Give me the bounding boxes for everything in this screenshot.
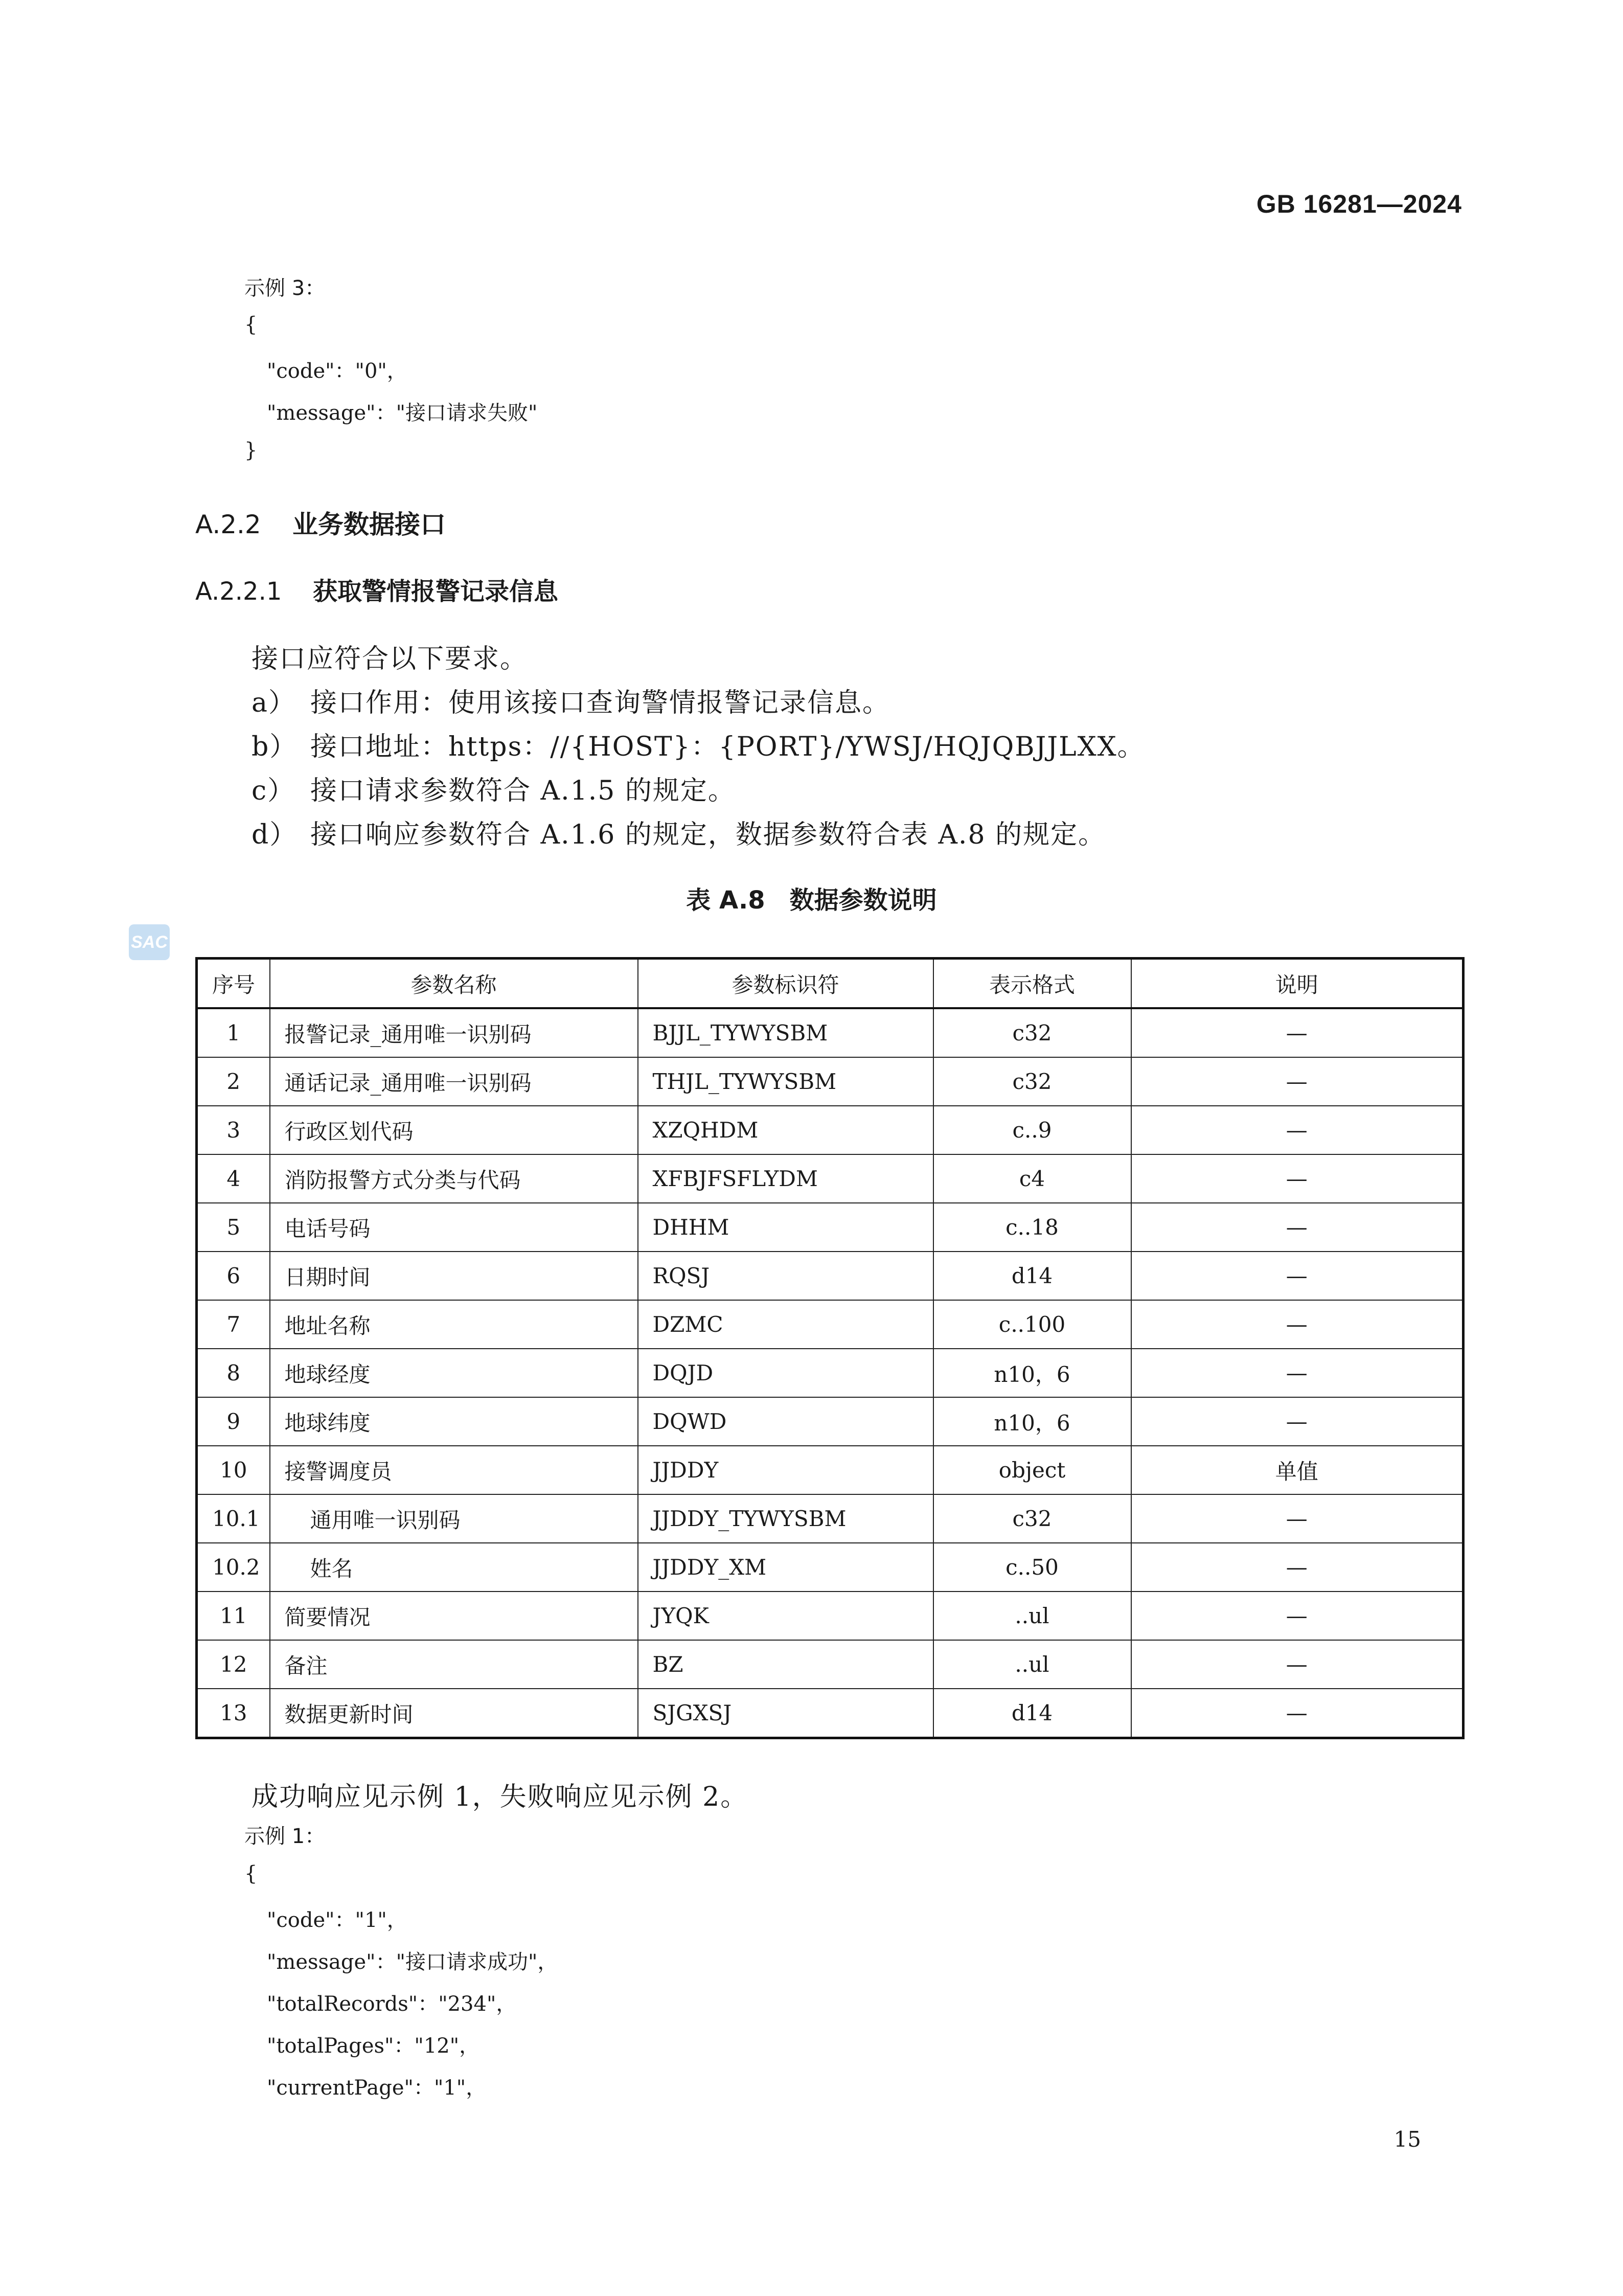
list-text: 接口地址：https：//{HOST}：{PORT}/YWSJ/HQJQBJJLXX。 xyxy=(310,732,1145,762)
cell-format: c32 xyxy=(933,1057,1131,1106)
list-marker: c） xyxy=(252,776,295,806)
col-header-seq: 序号 xyxy=(197,959,270,1009)
cell-param-identifier: DQJD xyxy=(638,1349,933,1397)
cell-param-name: 通用唯一识别码 xyxy=(270,1494,638,1543)
cell-param-name: 通话记录_通用唯一识别码 xyxy=(270,1057,638,1106)
cell-param-name: 行政区划代码 xyxy=(270,1106,638,1154)
cell-param-name: 地球经度 xyxy=(270,1349,638,1397)
example1-line-message: "message"："接口请求成功"， xyxy=(267,1950,558,1974)
cell-param-identifier: DQWD xyxy=(638,1397,933,1446)
table-row xyxy=(197,1349,1464,1397)
cell-note: — xyxy=(1131,1252,1464,1300)
table-row xyxy=(197,1300,1464,1349)
example1-line-code: "code"："1"， xyxy=(267,1908,407,1932)
example3-line-close: } xyxy=(244,439,258,462)
cell-format: n10，6 xyxy=(933,1349,1131,1397)
list-text: 接口请求参数符合 A.1.5 的规定。 xyxy=(310,776,736,806)
section-a22-heading xyxy=(195,504,446,541)
cell-param-name: 姓名 xyxy=(270,1543,638,1592)
list-marker: b） xyxy=(252,732,298,762)
cell-param-name: 消防报警方式分类与代码 xyxy=(270,1154,638,1203)
cell-param-name: 电话号码 xyxy=(270,1203,638,1252)
cell-seq: 2 xyxy=(197,1057,270,1106)
cell-note: — xyxy=(1131,1106,1464,1154)
cell-format: c..50 xyxy=(933,1543,1131,1592)
table-row xyxy=(197,1203,1464,1252)
section-a221-heading xyxy=(195,572,558,607)
cell-seq: 10.1 xyxy=(197,1494,270,1543)
cell-param-name: 简要情况 xyxy=(270,1592,638,1640)
cell-param-name: 报警记录_通用唯一识别码 xyxy=(270,1008,638,1057)
cell-param-name: 备注 xyxy=(270,1640,638,1689)
table-row xyxy=(197,1689,1464,1738)
cell-param-identifier: XZQHDM xyxy=(638,1106,933,1154)
requirement-a xyxy=(252,681,890,719)
cell-param-name: 接警调度员 xyxy=(270,1446,638,1494)
example1-line-current-page: "currentPage"："1"， xyxy=(267,2076,487,2100)
cell-note: — xyxy=(1131,1592,1464,1640)
cell-note: — xyxy=(1131,1203,1464,1252)
list-text: 接口响应参数符合 A.1.6 的规定，数据参数符合表 A.8 的规定。 xyxy=(310,820,1106,850)
cell-note: — xyxy=(1131,1494,1464,1543)
cell-param-identifier: JJDDY_TYWYSBM xyxy=(638,1494,933,1543)
cell-seq: 5 xyxy=(197,1203,270,1252)
list-marker: d） xyxy=(252,820,298,850)
cell-param-name: 日期时间 xyxy=(270,1252,638,1300)
cell-param-identifier: BZ xyxy=(638,1640,933,1689)
table-row xyxy=(197,1640,1464,1689)
table-row xyxy=(197,1106,1464,1154)
requirement-d xyxy=(252,813,1106,851)
example3-line-message: "message"："接口请求失败" xyxy=(267,401,538,425)
cell-note: — xyxy=(1131,1154,1464,1203)
cell-param-identifier: THJL_TYWYSBM xyxy=(638,1057,933,1106)
cell-note: — xyxy=(1131,1349,1464,1397)
parameter-table xyxy=(195,957,1465,1739)
cell-format: d14 xyxy=(933,1689,1131,1738)
cell-param-identifier: DZMC xyxy=(638,1300,933,1349)
cell-seq: 1 xyxy=(197,1008,270,1057)
cell-param-identifier: XFBJFSFLYDM xyxy=(638,1154,933,1203)
col-header-name: 参数名称 xyxy=(270,959,638,1009)
cell-param-identifier: SJGXSJ xyxy=(638,1689,933,1738)
section-title: 业务数据接口 xyxy=(292,510,446,539)
table-row xyxy=(197,1397,1464,1446)
cell-note: — xyxy=(1131,1543,1464,1592)
cell-param-identifier: JJDDY xyxy=(638,1446,933,1494)
cell-seq: 3 xyxy=(197,1106,270,1154)
table-row xyxy=(197,1446,1464,1494)
cell-seq: 13 xyxy=(197,1689,270,1738)
cell-seq: 12 xyxy=(197,1640,270,1689)
list-marker: a） xyxy=(252,688,296,718)
section-title: 获取警情报警记录信息 xyxy=(313,577,559,606)
sac-watermark-logo: SAC xyxy=(129,924,170,960)
standard-code: GB 16281—2024 xyxy=(1256,190,1462,218)
requirement-b xyxy=(252,725,1145,763)
section-number: A.2.2 xyxy=(195,510,261,539)
cell-param-name: 地球纬度 xyxy=(270,1397,638,1446)
cell-seq: 6 xyxy=(197,1252,270,1300)
cell-format: object xyxy=(933,1446,1131,1494)
table-header-row xyxy=(197,959,1464,1009)
cell-format: c..18 xyxy=(933,1203,1131,1252)
cell-format: c..9 xyxy=(933,1106,1131,1154)
example3-line-open: { xyxy=(244,313,258,336)
intro-text: 接口应符合以下要求。 xyxy=(252,644,528,674)
cell-format: c4 xyxy=(933,1154,1131,1203)
example3-line-code: "code"："0"， xyxy=(267,359,407,383)
cell-note: — xyxy=(1131,1640,1464,1689)
cell-seq: 10 xyxy=(197,1446,270,1494)
example1-line-total-records: "totalRecords"："234"， xyxy=(267,1992,517,2016)
requirement-c xyxy=(252,769,736,807)
page-number: 15 xyxy=(1393,2127,1421,2152)
cell-seq: 7 xyxy=(197,1300,270,1349)
table-row xyxy=(197,1592,1464,1640)
cell-note: — xyxy=(1131,1057,1464,1106)
example1-label: 示例 1： xyxy=(244,1825,326,1848)
cell-seq: 4 xyxy=(197,1154,270,1203)
cell-note: — xyxy=(1131,1397,1464,1446)
example1-line-total-pages: "totalPages"："12"， xyxy=(267,2034,480,2058)
list-text: 接口作用：使用该接口查询警情报警记录信息。 xyxy=(310,688,890,718)
response-note: 成功响应见示例 1，失败响应见示例 2。 xyxy=(252,1782,748,1812)
cell-note: — xyxy=(1131,1300,1464,1349)
cell-format: ..ul xyxy=(933,1592,1131,1640)
section-number: A.2.2.1 xyxy=(195,577,282,606)
cell-format: c32 xyxy=(933,1008,1131,1057)
table-row xyxy=(197,1543,1464,1592)
example3-label: 示例 3： xyxy=(244,277,326,300)
cell-seq: 8 xyxy=(197,1349,270,1397)
cell-param-identifier: BJJL_TYWYSBM xyxy=(638,1008,933,1057)
cell-param-name: 数据更新时间 xyxy=(270,1689,638,1738)
cell-format: c..100 xyxy=(933,1300,1131,1349)
table-row xyxy=(197,1057,1464,1106)
cell-seq: 10.2 xyxy=(197,1543,270,1592)
cell-seq: 9 xyxy=(197,1397,270,1446)
cell-seq: 11 xyxy=(197,1592,270,1640)
table-row xyxy=(197,1252,1464,1300)
table-row xyxy=(197,1154,1464,1203)
cell-note: — xyxy=(1131,1008,1464,1057)
cell-param-name: 地址名称 xyxy=(270,1300,638,1349)
col-header-identifier: 参数标识符 xyxy=(638,959,933,1009)
cell-param-identifier: JJDDY_XM xyxy=(638,1543,933,1592)
example1-line-open: { xyxy=(244,1862,258,1885)
cell-format: d14 xyxy=(933,1252,1131,1300)
table-row xyxy=(197,1494,1464,1543)
cell-param-identifier: DHHM xyxy=(638,1203,933,1252)
cell-format: n10，6 xyxy=(933,1397,1131,1446)
cell-format: c32 xyxy=(933,1494,1131,1543)
col-header-format: 表示格式 xyxy=(933,959,1131,1009)
cell-param-identifier: RQSJ xyxy=(638,1252,933,1300)
col-header-note: 说明 xyxy=(1131,959,1464,1009)
table-title: 表 A.8 数据参数说明 xyxy=(686,886,937,915)
cell-param-identifier: JYQK xyxy=(638,1592,933,1640)
cell-note: 单值 xyxy=(1131,1446,1464,1494)
table-row xyxy=(197,1008,1464,1057)
cell-format: ..ul xyxy=(933,1640,1131,1689)
cell-note: — xyxy=(1131,1689,1464,1738)
